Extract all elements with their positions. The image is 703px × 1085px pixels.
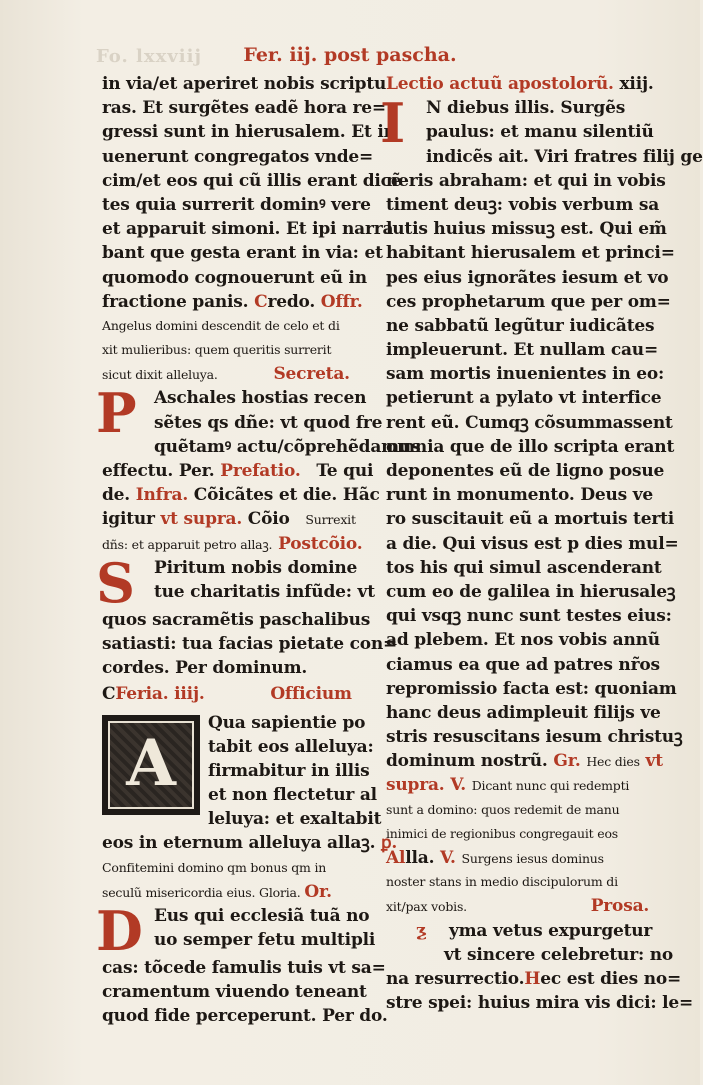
small-text-line: sicut dixit alleluya. Secreta. [102, 364, 350, 385]
text-line: eos in eternum alleluya allaꝫ. ꝑ. [102, 833, 398, 854]
text-line: omnia que de illo scripta erant [386, 436, 675, 457]
rubric-secreta: Secreta. [273, 364, 350, 385]
rubric-officium: Officium [270, 684, 352, 705]
text-line: repromissio facta est: quoniam [386, 678, 677, 699]
text-line: na resurrectio.Hec est dies no= [386, 968, 682, 989]
red-initial-i: I [380, 91, 406, 156]
woodcut-initial-a: A [102, 715, 200, 815]
rubric-initial: C [254, 291, 268, 312]
text-line: ces prophetarum que per om= [386, 291, 671, 312]
text-line: petierunt a pylato vt interfice [386, 388, 662, 409]
text-line: a die. Qui visus est p dies mul= [386, 533, 679, 554]
text-line: timent deuꝫ: vobis verbum sa [386, 194, 660, 215]
text-line: deponentes eũ de ligno posue [386, 461, 665, 481]
text-line: pes eius ignorãtes iesum et vo [386, 267, 669, 288]
text-line: impleuerunt. Et nullam cau= [386, 340, 659, 361]
small-text-line: Angelus domini descendit de celo et di [102, 317, 340, 333]
rubric-ut-supra: vt supra. [160, 509, 243, 530]
text-line: igitur vt supra. Cõio Surrexit [102, 509, 356, 530]
text-line: tos his qui simul ascenderant [386, 557, 662, 578]
red-initial-s: S [96, 550, 135, 615]
running-head: Fer. iij. post pascha. [243, 44, 457, 66]
text-line: in via/et aperiret nobis scriptu [102, 74, 387, 94]
text-line: qui vsqꝫ nunc sunt testes eius: [386, 606, 672, 627]
text-line: ne sabbatũ legũtur iudicãtes [386, 315, 655, 336]
paragraph-spiritum: S Piritum nobis domine tue charitatis infũde: vt [96, 550, 375, 615]
text-line: cum eo de galilea in hierusaleꝫ [386, 581, 676, 602]
rubric-offertorium: Offr. [320, 291, 363, 312]
text-line: effectu. Per. Prefatio. Te qui [102, 461, 374, 481]
rubric-prefatio: Prefatio. [220, 461, 301, 481]
text-line: cim/et eos qui cũ illis erant dicẽ [102, 170, 402, 191]
text-line: runt in monumento. Deus ve [386, 485, 654, 506]
text-line: tes quia surrerit dominꝰ vere [102, 194, 371, 215]
text-line: ciamus ea que ad patres nr̃os [386, 654, 660, 675]
rubric-prosa: Prosa. [590, 896, 650, 917]
text-line: hanc deus adimpleuit filijs ve [386, 702, 661, 723]
red-initial-p: P [96, 381, 137, 446]
text-line: dominum nostrũ. Gr. Hec dies vt [386, 751, 663, 772]
text-line: neris abraham: et qui in vobis [386, 170, 666, 191]
text-line: sam mortis inuenientes in eo: [386, 364, 665, 385]
text-line: ro suscitauit eũ a mortuis terti [386, 509, 674, 530]
paragraph-aqua: A Qua sapientie po tabit eos alleluya: firmabitur in illis et non flectetur al leluya: et exaltabit [102, 711, 366, 832]
text-line: habitant hierusalem et princi= [386, 243, 675, 264]
rubric-oratio: Or. [304, 881, 332, 902]
rubric-alleluia: Al [386, 848, 406, 868]
right-column: Lectio actuũ apostolorũ. xiij. I N diebus illis. Surgẽs paulus: et manu silentiũ indicẽs ait. Viri fratres filij ge neris abraham: et qui in vobis timent deuꝫ: vobis verbum sa lutis huius missuꝫ est. Qui em̃ habitant hierusalem et princi= pes eius ignorãtes iesum et vo ces prophetarum que per om= ne sabbatũ legũtur iudicãtes impleuerunt. Et nullam cau= sam mortis inuenientes in eo: petierunt a pylato vt interfice rent eũ. Cumqꝫ cõsummassent omnia que de illo scripta erant deponentes eũ de ligno posue runt in monumento. Deus ve ro suscitauit eũ a mortuis terti a die. Qui visus est p dies mul= tos his qui simul ascenderant cum eo de galilea in hierusaleꝫ qui vsqꝫ nunc sunt testes eius: ad plebem. Et nos vobis annũ ciamus ea que ad patres nr̃os repromissio facta est: quoniam hanc deus adimpleuit filijs ve stris resuscitans iesum christuꝫ dominum nostrũ. Gr. Hec dies vt supra. V. Dicant nunc qui redempti sunt a domino: quos redemit de manu inimici de regionibus congregauit eos Allla. V. Surgens iesus dominus noster stans in medio discipulorum di xit/pax vobis. Prosa. ƺ yma vetus expurgetur vt sincere celebretur: no na resurrectio.Hec est dies no= stre spei: huius mira vis dici: le= [380, 74, 703, 1014]
text-line: lutis huius missuꝫ est. Qui em̃ [386, 219, 667, 240]
text-line: stris resuscitans iesum christuꝫ [386, 727, 683, 748]
paragraph-paschales: P Aschales hostias recen sẽtes qs dñe: vt quod fre quẽtamꝰ actu/cõprehẽdamus [96, 381, 421, 457]
text-line: ƺ yma vetus expurgetur [416, 920, 653, 941]
text-line: rent eũ. Cumqꝫ cõsummassent [386, 412, 673, 433]
text-line: uenerunt congregatos vnde= [102, 146, 374, 167]
text-line: quomodo cognouerunt eũ in [102, 267, 367, 288]
red-initial-z: ƺ [416, 920, 427, 941]
text-line: ras. Et surgẽtes eadẽ hora re= [102, 98, 386, 119]
text-line: Allla. V. Surgens iesus dominus [386, 848, 604, 868]
small-text-line: xit mulieribus: quem queritis surrerit [102, 342, 332, 358]
text-line: fractione panis. Credo. Offr. [102, 291, 363, 312]
rubric-psalm: ꝑ. [381, 833, 398, 854]
lectio-heading: Lectio actuũ apostolorũ. xiij. [386, 74, 654, 94]
text-line: et apparuit simoni. Et ipi narra [102, 219, 394, 240]
text-line: gressi sunt in hierusalem. Et in [102, 122, 396, 143]
paragraph-deus: D Eus qui ecclesiã tuã no uo semper fetu multipli [96, 899, 376, 963]
text-line: supra. V. Dicant nunc qui redempti [386, 775, 630, 796]
red-initial-d: D [96, 899, 143, 963]
text-line: ad plebem. Et nos vobis annũ [386, 630, 660, 651]
paragraph-in-diebus: I N diebus illis. Surgẽs paulus: et manu silentiũ indicẽs ait. Viri fratres filij ge [380, 91, 703, 167]
rubric-graduale: Gr. [553, 751, 581, 772]
bleed-through-folio: Fo. lxxviij [96, 46, 202, 67]
text-line: bant que gesta erant in via: et [102, 243, 383, 264]
left-column: in via/et aperiret nobis scriptu ras. Et surgẽtes eadẽ hora re= gressi sunt in hierusalem. Et in uenerunt congregatos vnde= cim/et eos qui cũ illis erant dicẽ tes quia surrerit dominꝰ vere et apparuit simoni. Et ipi narra bant que gesta erant in via: et quomodo cognouerunt eũ in fractione panis. Credo. Offr. Angelus domini descendit de celo et di xit mulieribus: quem queritis surrerit sicut dixit alleluya. Secreta. P Aschales hostias recen sẽtes qs dñe: vt quod fre quẽtamꝰ actu/cõprehẽdamus effectu. Per. Prefatio. Te qui de. Infra. Cõicãtes et die. Hãc igitur vt supra. Cõio Surrexit dñs: et apparuit petro allaꝫ. Postcõio. S Piritum nobis domine tue charitatis infũde: vt quos sacramẽtis paschalibus satiasti: tua facias pietate con= cordes. Per dominum. CFeria. iiij. Officium A Qua sapientie po tabit eos alleluya: firmabitur in illis et non flectetur al leluya: et exaltabit eos in eternum alleluya allaꝫ. ꝑ. Confitemini domino qm bonus qm in seculũ misericordia eius. Gloria. Or. D Eus qui ecclesiã tuã no uo semper fetu multipli cas: tõcede famulis tuis vt sa= cramentum viuendo teneant quod fide perceperunt. Per do. [96, 74, 421, 1027]
rubric-infra: Infra. [135, 485, 189, 506]
text-line: dñs: et apparuit petro allaꝫ. Postcõio. [102, 533, 363, 554]
feria-initial: C [102, 684, 116, 705]
feria-heading: CFeria. iiij. Officium [102, 684, 352, 705]
rubric-postcommunio: Postcõio. [278, 533, 363, 554]
text-line: de. Infra. Cõicãtes et die. Hãc [102, 485, 380, 506]
red-initial-h: H [524, 968, 541, 989]
